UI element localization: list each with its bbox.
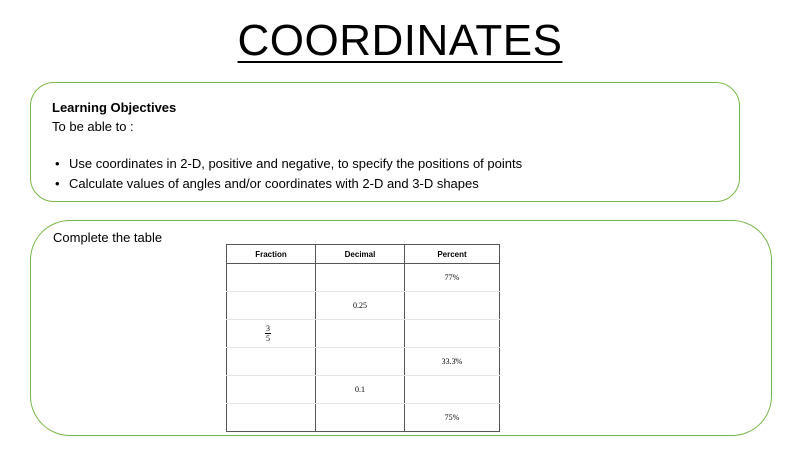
task-caption: Complete the table [53,230,163,245]
objectives-intro: To be able to : [52,119,134,134]
header-decimal: Decimal [316,245,405,264]
objective-item: • Calculate values of angles and/or coordinates with 2-D and 3-D shapes [52,174,522,194]
learning-objectives-box [30,82,740,202]
fraction-value [265,324,271,343]
decimal-cell [316,264,405,292]
fraction-numerator: 3 [266,324,270,333]
fraction-cell [227,292,316,320]
fraction-cell [227,376,316,404]
fraction-cell [227,348,316,376]
table-body [227,264,500,432]
fraction-decimal-percent-table [226,244,500,432]
fraction-cell [227,404,316,432]
table-row [227,404,500,432]
objectives-list [52,154,522,194]
decimal-cell: 0.1 [316,376,405,404]
decimal-cell [316,320,405,348]
percent-cell: 75% [405,404,500,432]
percent-cell [405,376,500,404]
table-row [227,264,500,292]
decimal-cell [316,404,405,432]
table-row [227,348,500,376]
table-row [227,376,500,404]
table-row [227,320,500,348]
percent-cell [405,292,500,320]
fraction-cell [227,264,316,292]
page-title: COORDINATES [237,16,563,65]
percent-cell: 33.3̇% [405,348,500,376]
table-row [227,292,500,320]
fraction-denominator: 5 [266,334,270,343]
objectives-heading: Learning Objectives [52,100,177,115]
fraction-cell [227,320,316,348]
header-percent: Percent [405,245,500,264]
percent-cell: 77% [405,264,500,292]
objective-item: • Use coordinates in 2-D, positive and negative, to specify the positions of points [52,154,522,174]
decimal-cell [316,348,405,376]
percent-cell [405,320,500,348]
decimal-cell: 0.25 [316,292,405,320]
header-fraction: Fraction [227,245,316,264]
